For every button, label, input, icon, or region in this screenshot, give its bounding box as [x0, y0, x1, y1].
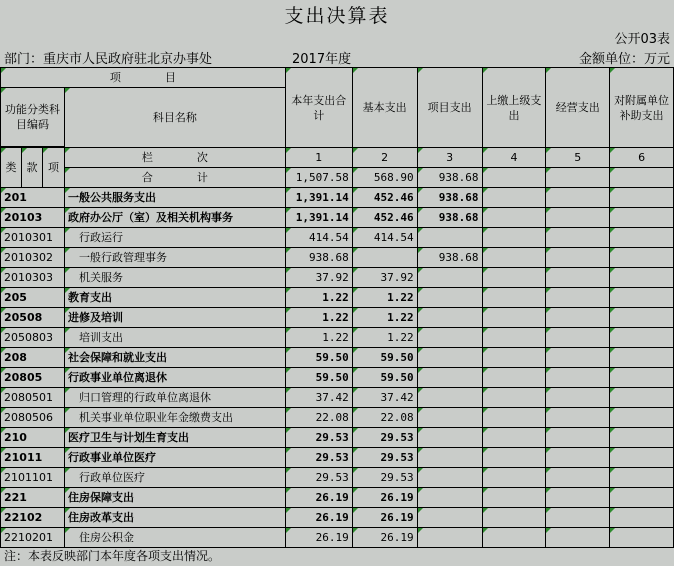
row-operating [546, 348, 610, 368]
header-lei: 类 [1, 148, 22, 188]
row-upper [482, 408, 546, 428]
row-total: 26.19 [285, 488, 352, 508]
row-code: 20805 [1, 368, 65, 388]
row-basic: 59.50 [352, 348, 417, 368]
row-project [417, 488, 482, 508]
row-code: 2080501 [1, 388, 65, 408]
total-subsidiary [610, 168, 674, 188]
row-name: 归口管理的行政单位离退休 [64, 388, 285, 408]
row-project [417, 468, 482, 488]
row-upper [482, 348, 546, 368]
row-code: 2010302 [1, 248, 65, 268]
row-basic: 26.19 [352, 488, 417, 508]
row-upper [482, 428, 546, 448]
row-project [417, 328, 482, 348]
row-upper [482, 448, 546, 468]
row-project [417, 428, 482, 448]
row-basic: 37.42 [352, 388, 417, 408]
row-project: 938.68 [417, 248, 482, 268]
row-basic: 29.53 [352, 428, 417, 448]
table-row [1, 528, 674, 548]
header-item: 项 目 [1, 68, 286, 88]
row-total: 29.53 [285, 428, 352, 448]
row-code: 201 [1, 188, 65, 208]
row-operating [546, 368, 610, 388]
row-basic: 59.50 [352, 368, 417, 388]
row-operating [546, 208, 610, 228]
row-upper [482, 528, 546, 548]
row-subsidiary [610, 488, 674, 508]
row-subsidiary [610, 268, 674, 288]
row-operating [546, 508, 610, 528]
row-basic: 1.22 [352, 328, 417, 348]
row-upper [482, 228, 546, 248]
table-row [1, 448, 674, 468]
table-row [1, 288, 674, 308]
row-project [417, 268, 482, 288]
table-row [1, 208, 674, 228]
row-operating [546, 388, 610, 408]
row-operating [546, 488, 610, 508]
row-name: 住房公积金 [64, 528, 285, 548]
row-name: 行政单位医疗 [64, 468, 285, 488]
row-name: 社会保障和就业支出 [64, 348, 285, 368]
row-upper [482, 508, 546, 528]
header-operating: 经营支出 [546, 68, 610, 148]
row-code: 21011 [1, 448, 65, 468]
row-project [417, 348, 482, 368]
col-num-5: 5 [546, 148, 610, 168]
table-row [1, 468, 674, 488]
row-upper [482, 308, 546, 328]
row-basic: 414.54 [352, 228, 417, 248]
footnote: 注：本表反映部门本年度各项支出情况。 [4, 549, 221, 563]
row-basic: 37.92 [352, 268, 417, 288]
row-subsidiary [610, 228, 674, 248]
row-subsidiary [610, 448, 674, 468]
row-total: 1.22 [285, 288, 352, 308]
header-heji: 合 计 [64, 168, 285, 188]
row-upper [482, 328, 546, 348]
total-basic: 568.90 [352, 168, 417, 188]
row-total: 414.54 [285, 228, 352, 248]
row-subsidiary [610, 408, 674, 428]
row-code: 2080506 [1, 408, 65, 428]
header-project: 项目支出 [417, 68, 482, 148]
row-code: 20508 [1, 308, 65, 328]
row-operating [546, 408, 610, 428]
row-code: 2210201 [1, 528, 65, 548]
expenditure-table [0, 67, 674, 548]
row-code: 2010303 [1, 268, 65, 288]
row-basic: 1.22 [352, 308, 417, 328]
header-lanci: 栏 次 [64, 148, 285, 168]
row-name: 行政运行 [64, 228, 285, 248]
row-name: 一般公共服务支出 [64, 188, 285, 208]
total-project: 938.68 [417, 168, 482, 188]
row-basic [352, 248, 417, 268]
col-num-6: 6 [610, 148, 674, 168]
row-name: 机关事业单位职业年金缴费支出 [64, 408, 285, 428]
row-total: 59.50 [285, 348, 352, 368]
unit-label: 金额单位：万元 [578, 52, 670, 67]
row-project [417, 368, 482, 388]
table-row [1, 508, 674, 528]
row-project [417, 528, 482, 548]
row-subsidiary [610, 368, 674, 388]
row-name: 一般行政管理事务 [64, 248, 285, 268]
table-row [1, 368, 674, 388]
row-operating [546, 528, 610, 548]
row-project [417, 388, 482, 408]
row-total: 37.42 [285, 388, 352, 408]
header-total: 本年支出合计 [285, 68, 352, 148]
row-subsidiary [610, 428, 674, 448]
row-operating [546, 288, 610, 308]
row-project [417, 508, 482, 528]
row-name: 机关服务 [64, 268, 285, 288]
row-total: 1.22 [285, 308, 352, 328]
row-name: 教育支出 [64, 288, 285, 308]
row-operating [546, 468, 610, 488]
row-upper [482, 288, 546, 308]
row-name: 进修及培训 [64, 308, 285, 328]
row-total: 1,391.14 [285, 188, 352, 208]
table-row [1, 388, 674, 408]
row-operating [546, 188, 610, 208]
table-header [1, 68, 674, 188]
table-body [1, 188, 674, 548]
row-upper [482, 488, 546, 508]
row-subsidiary [610, 468, 674, 488]
table-row [1, 328, 674, 348]
row-subsidiary [610, 528, 674, 548]
row-subsidiary [610, 508, 674, 528]
row-name: 培训支出 [64, 328, 285, 348]
row-subsidiary [610, 388, 674, 408]
row-code: 2050803 [1, 328, 65, 348]
table-row [1, 268, 674, 288]
row-operating [546, 328, 610, 348]
row-total: 1,391.14 [285, 208, 352, 228]
header-kuan: 款 [21, 148, 42, 188]
row-code: 210 [1, 428, 65, 448]
row-operating [546, 228, 610, 248]
row-name: 医疗卫生与计划生育支出 [64, 428, 285, 448]
row-total: 37.92 [285, 268, 352, 288]
row-basic: 1.22 [352, 288, 417, 308]
year-label: 2017年度 [292, 52, 352, 67]
row-code: 22102 [1, 508, 65, 528]
row-total: 59.50 [285, 368, 352, 388]
header-subject-name: 科目名称 [64, 88, 285, 148]
row-subsidiary [610, 328, 674, 348]
row-operating [546, 268, 610, 288]
row-project: 938.68 [417, 208, 482, 228]
row-project: 938.68 [417, 188, 482, 208]
row-basic: 26.19 [352, 508, 417, 528]
row-operating [546, 428, 610, 448]
col-num-4: 4 [482, 148, 546, 168]
header-subsidiary: 对附属单位补助支出 [610, 68, 674, 148]
row-total: 22.08 [285, 408, 352, 428]
row-upper [482, 208, 546, 228]
table-row [1, 248, 674, 268]
row-code: 205 [1, 288, 65, 308]
col-num-3: 3 [417, 148, 482, 168]
total-operating [546, 168, 610, 188]
table-row [1, 408, 674, 428]
row-basic: 29.53 [352, 468, 417, 488]
row-upper [482, 268, 546, 288]
department-label: 部门：重庆市人民政府驻北京办事处 [4, 52, 213, 67]
row-subsidiary [610, 188, 674, 208]
row-name: 住房改革支出 [64, 508, 285, 528]
total-total: 1,507.58 [285, 168, 352, 188]
header-upper: 上缴上级支出 [482, 68, 546, 148]
row-basic: 452.46 [352, 188, 417, 208]
row-upper [482, 388, 546, 408]
row-total: 1.22 [285, 328, 352, 348]
row-project [417, 408, 482, 428]
row-project [417, 288, 482, 308]
row-basic: 22.08 [352, 408, 417, 428]
row-project [417, 448, 482, 468]
row-name: 行政事业单位离退休 [64, 368, 285, 388]
header-basic: 基本支出 [352, 68, 417, 148]
row-subsidiary [610, 348, 674, 368]
row-code: 208 [1, 348, 65, 368]
header-xiang: 项 [42, 148, 64, 188]
row-basic: 29.53 [352, 448, 417, 468]
table-row [1, 488, 674, 508]
row-subsidiary [610, 308, 674, 328]
row-name: 行政事业单位医疗 [64, 448, 285, 468]
row-code: 2010301 [1, 228, 65, 248]
row-total: 938.68 [285, 248, 352, 268]
row-subsidiary [610, 208, 674, 228]
row-upper [482, 188, 546, 208]
row-name: 政府办公厅（室）及相关机构事务 [64, 208, 285, 228]
table-row [1, 188, 674, 208]
form-number: 公开03表 [614, 32, 670, 47]
row-upper [482, 468, 546, 488]
table-row [1, 348, 674, 368]
row-project [417, 228, 482, 248]
row-basic: 452.46 [352, 208, 417, 228]
header-func-code: 功能分类科目编码 [1, 88, 65, 147]
row-total: 29.53 [285, 448, 352, 468]
row-operating [546, 448, 610, 468]
row-total: 26.19 [285, 508, 352, 528]
table-row [1, 228, 674, 248]
row-code: 2101101 [1, 468, 65, 488]
row-operating [546, 308, 610, 328]
table-row [1, 308, 674, 328]
row-upper [482, 248, 546, 268]
row-code: 20103 [1, 208, 65, 228]
row-total: 29.53 [285, 468, 352, 488]
row-operating [546, 248, 610, 268]
table-row [1, 428, 674, 448]
col-num-2: 2 [352, 148, 417, 168]
col-num-1: 1 [285, 148, 352, 168]
row-total: 26.19 [285, 528, 352, 548]
row-basic: 26.19 [352, 528, 417, 548]
row-name: 住房保障支出 [64, 488, 285, 508]
row-subsidiary [610, 248, 674, 268]
row-project [417, 308, 482, 328]
row-subsidiary [610, 288, 674, 308]
row-upper [482, 368, 546, 388]
page-title: 支出决算表 [284, 5, 390, 27]
row-code: 221 [1, 488, 65, 508]
total-upper [482, 168, 546, 188]
